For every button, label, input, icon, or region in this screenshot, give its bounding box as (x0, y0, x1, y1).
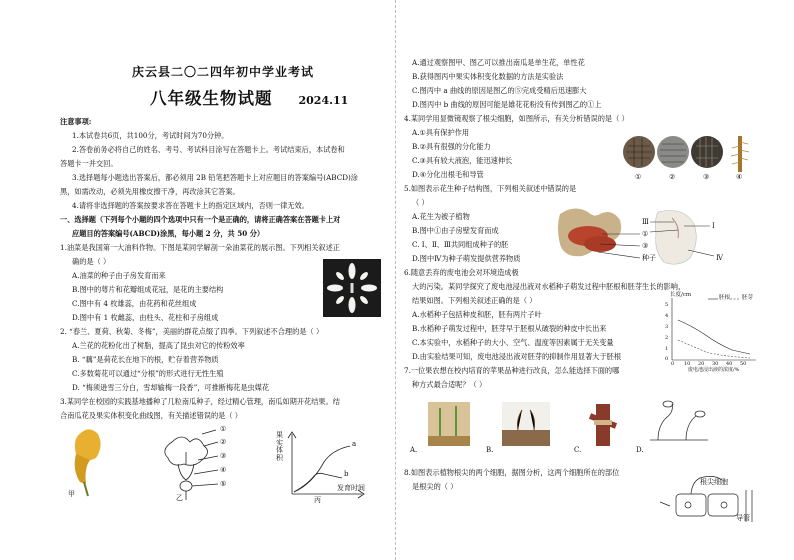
note-line: 黑，如需改动，必须先用橡皮擦干净，再改涂其它答案。 (60, 187, 240, 196)
peanut-label-I: Ⅰ (712, 222, 715, 230)
q4-stem: 4.某同学用显微镜观察了根尖细胞，如图所示，有关分析错误的是（ ） (404, 114, 629, 123)
germination-drawing (650, 401, 708, 440)
q8-stem: 8.如图表示植物根尖的两个细胞，据图分析，这两个细胞所在的部位 (404, 468, 620, 477)
peanut-label-3: ③ (642, 242, 649, 250)
x-tick: 30 (712, 361, 719, 367)
q5-option-d[interactable]: D.图中Ⅳ为种子萌发提供营养物质 (412, 254, 521, 263)
q4-option-c[interactable]: C.③具有较大液泡，能迅速伸长 (412, 156, 513, 165)
q6-option-a[interactable]: A.水稻种子包括种皮和胚，胚有两片子叶 (412, 310, 542, 319)
root-cells-figure (622, 132, 757, 184)
q7-figure (410, 396, 710, 458)
section-heading: 一、选择题（下列每个小题的四个选项中只有一个是正确的，请将正确答案在答题卡上对 (60, 215, 341, 224)
y-tick: 1 (665, 346, 669, 352)
right-column (404, 0, 759, 560)
vessel-label: 导管 (736, 514, 750, 522)
cell-label-3: ③ (703, 173, 710, 181)
q5-stem: （ ） (412, 198, 429, 207)
pumpkin-flower-photo (75, 429, 101, 496)
peanut-images (554, 204, 759, 272)
section-heading: 应题目的答案编号(ABCD)涂黑，每小题 2 分，共 50 分） (72, 229, 265, 238)
q2-option-a[interactable]: A.兰花的花粉化出了树脂，提高了昆虫对它的传粉效率 (72, 341, 245, 350)
fig-label-yi: 乙 (176, 494, 183, 502)
q3-stem: 3.某同学在校园的实践基地播种了几粒南瓜种子，经过精心管理，南瓜如期开花结果。结 (60, 397, 340, 406)
flower-parts-image (323, 259, 381, 317)
peanut-label-1: ① (642, 230, 649, 238)
column-divider (395, 0, 396, 560)
peanut-seed-figure (554, 204, 759, 272)
y-tick: 2 (665, 335, 669, 341)
q6-option-c[interactable]: C.本实验中，水稻种子的大小、空气、温度等因素属于无关变量 (412, 338, 614, 347)
legend-root: 胚根 (719, 295, 731, 301)
q7-stem: 种方式最合适呢？（ ） (412, 380, 487, 389)
q1-stem: 确的是（ ） (72, 257, 111, 266)
chart-ylabel: 长度/cm (670, 292, 692, 298)
left-column (60, 0, 386, 560)
q7-option-a[interactable]: A. (410, 446, 418, 454)
q4-option-d[interactable]: D.④分化出根毛和导管 (412, 170, 484, 179)
q8-stem: 是根尖的（ ） (412, 482, 458, 491)
root-hair-label: 根尖细胞 (700, 478, 728, 486)
grafting-image (590, 404, 616, 446)
q7-option-b[interactable]: B. (486, 446, 494, 454)
callout-1: ① (220, 425, 227, 433)
q2-option-c[interactable]: C.多数菊花可以通过“分根”的形式进行无性生殖 (72, 369, 224, 378)
exam-date: 2024.11 (298, 94, 349, 107)
y-tick: 4 (665, 313, 669, 319)
callout-4: ④ (220, 466, 227, 474)
cell-label-4: ④ (736, 173, 743, 181)
chart-ylabel: 果 实 体 积 (276, 431, 283, 463)
callout-3: ③ (220, 452, 227, 460)
cell-label-1: ① (635, 173, 642, 181)
root-cells-diagram (656, 472, 759, 528)
notes-heading: 注意事项: (60, 117, 92, 126)
note-line: 3.选择题每小题选出答案后，都必须用 2B 铅笔把答题卡上对应题目的答案编号(ABCD)涂 (72, 173, 358, 182)
q3-stem: 合南瓜花及果实体积变化曲线图，有关描述错误的是（ ） (60, 411, 242, 420)
q3-option-a[interactable]: A.通过观察图甲、图乙可以推出南瓜是单生花，单性花 (412, 58, 585, 67)
y-tick: 5 (665, 302, 669, 308)
q5-option-c[interactable]: C. Ⅰ、Ⅱ、Ⅲ共同组成种子的胚 (412, 240, 509, 249)
subject-title: 八年级生物试题 (150, 89, 273, 108)
chart-xlabel: 废电池浸出液的浓度/% (688, 367, 740, 373)
note-line: 答题卡一并交回。 (60, 159, 118, 168)
note-line: 1.本试卷共6页，共100分，考试时间为70分钟。 (72, 131, 229, 140)
fig-label-bing: 丙 (314, 496, 321, 504)
q7-stem: 7.一位果农想在校内培育的苹果品种进行改良，怎么能选择下面的哪 (404, 366, 620, 375)
q4-option-b[interactable]: B.②具有很强的分化能力 (412, 142, 491, 151)
q6-option-d[interactable]: D.由实验结果可知，废电池浸出液对胚芽的抑制作用显著大于胚根 (412, 352, 622, 361)
flower-structure-sketch (165, 430, 218, 500)
rapeseed-flower-photo (323, 259, 381, 317)
q1-stem: 1.油菜是我国第一大油料作物。下图是某同学解剖一朵油菜花的展示图。下列相关叙述正 (60, 243, 340, 252)
note-line: 4.请将非选择题的答案按要求答在答题卡上的指定区域内，否则一律无效。 (72, 201, 309, 210)
peanut-label-III: Ⅲ (642, 218, 649, 226)
q6-stem: 结果如图。下列相关叙述正确的是（ ） (412, 296, 537, 305)
micrographs (622, 132, 757, 176)
peanut-label-seed: 种子 (642, 254, 656, 262)
q5-option-b[interactable]: B.图中①由子房壁发育而成 (412, 226, 499, 235)
x-tick: 0 (671, 361, 675, 367)
x-tick: 50 (740, 361, 747, 367)
peanut-label-IV: Ⅳ (716, 254, 723, 262)
q7-option-d[interactable]: D. (636, 446, 644, 454)
q3-figure (62, 424, 388, 504)
callout-2: ② (220, 438, 227, 446)
callout-5: ⑤ (220, 480, 227, 488)
q2-stem: 2. “春兰、夏荷、秋菊、冬梅”，美丽的群花点缀了四季。下列叙述不合理的是（ ） (60, 327, 324, 336)
q3-option-d[interactable]: D.图丙中 b 曲线的原因可能是雄花花粉没有传到图乙的①上 (412, 100, 602, 109)
propagation-images (410, 396, 710, 458)
q2-option-b[interactable]: B. “藕”是荷花长在地下的根，贮存着营养物质 (72, 355, 219, 364)
curve-a-label: a (352, 440, 357, 448)
x-tick: 20 (698, 361, 705, 367)
q3-option-b[interactable]: B.获得图丙中果实体积变化数据的方法是实验法 (412, 72, 564, 81)
q2-option-d[interactable]: D. “梅须逊雪三分白，雪却输梅一段香”，可推断梅花是虫媒花 (72, 383, 270, 392)
exam-subtitle (150, 87, 348, 110)
exam-title: 庆云县二〇二四年初中学业考试 (132, 65, 315, 79)
y-tick: 0 (665, 356, 669, 362)
note-line: 2.答卷前务必将自己的姓名、考号、考试科目涂写在答题卡上。考试结束后，本试卷和 (72, 145, 345, 154)
root-hair-drawing (731, 136, 749, 172)
q5-stem: 5.如图表示花生种子结构图，下列相关叙述中错误的是 (404, 184, 577, 193)
q1-option-d[interactable]: D.图中有 1 枚雌蕊，由柱头、花柱和子房组成 (72, 313, 219, 322)
q7-option-c[interactable]: C. (574, 446, 582, 454)
q1-option-b[interactable]: B.图中的萼片和花瓣组成花冠，是花的主要结构 (72, 285, 224, 294)
x-tick: 40 (726, 361, 733, 367)
q5-option-a[interactable]: A.花生为被子植物 (412, 212, 470, 221)
fig-label-jia: 甲 (68, 490, 75, 498)
q1-option-a[interactable]: A.油菜的种子由子房发育而来 (72, 271, 166, 280)
q4-option-a[interactable]: A.①具有保护作用 (412, 128, 470, 137)
chart-xlabel: 发育时间 (337, 484, 365, 492)
q1-option-c[interactable]: C.图中有 4 枚雄蕊，由花药和花丝组成 (72, 299, 197, 308)
legend-shoot: 胚芽 (742, 295, 754, 301)
cell-label-2: ② (669, 173, 676, 181)
q6-option-b[interactable]: B.水稻种子萌发过程中，胚芽早于胚根从破裂的种皮中长出来 (412, 324, 607, 333)
battery-chart (662, 290, 759, 374)
q6-stem: 大的污染。某同学探究了废电池浸出液对水稻种子萌发过程中胚根和胚芽生长的影响， (412, 282, 686, 291)
curve-b-label: b (344, 470, 349, 478)
q6-stem: 6.随意丢弃的废电池会对环境造成极 (404, 268, 519, 277)
x-tick: 10 (684, 361, 691, 367)
q3-option-c[interactable]: C.图丙中 a 曲线的原因是图乙的⑤完成受精后迅速膨大 (412, 86, 587, 95)
y-tick: 3 (665, 324, 669, 330)
